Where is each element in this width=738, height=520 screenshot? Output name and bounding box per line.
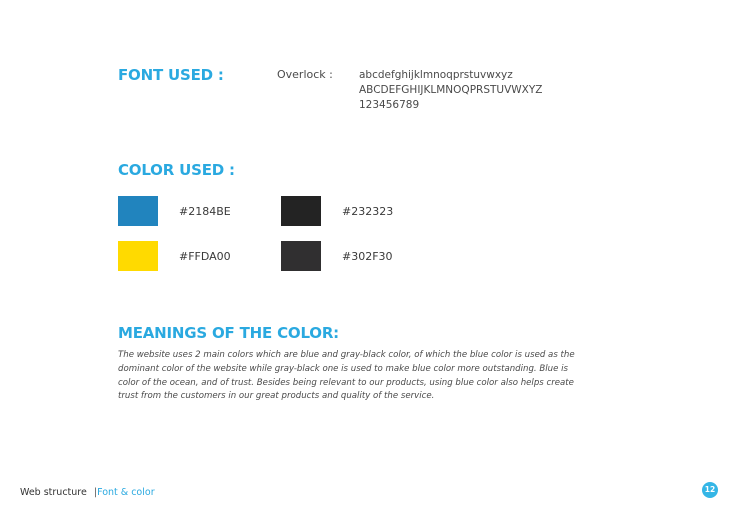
font-sample xyxy=(359,68,542,113)
color-hex-dark-gray: #302F30 xyxy=(342,250,393,263)
color-meaning-paragraph: The website uses 2 main colors which are blue and gray-black color, of which the blue color is used as the dominant color of the website while gray-black one is used to make blue color more outstanding. Blue is color of the ocean, and of trust. Besides being relevant to our products, using blue color also helps create trust from the customers in our great products and quality of the service. xyxy=(118,350,575,402)
footer-separator: | xyxy=(93,487,98,498)
font-name-label: Overlock : xyxy=(277,68,333,81)
color-used-heading: COLOR USED : xyxy=(118,161,235,179)
color-hex-yellow: #FFDA00 xyxy=(179,250,231,263)
color-swatch-blue xyxy=(118,196,158,226)
font-sample-uppercase: ABCDEFGHIJKLMNOQPRSTUVWXYZ xyxy=(359,84,543,96)
footer-section-label: Web structure xyxy=(20,487,87,498)
color-hex-black: #232323 xyxy=(342,205,394,218)
footer-breadcrumb xyxy=(20,487,155,498)
color-swatch-yellow xyxy=(118,241,158,271)
color-swatch-dark-gray xyxy=(281,241,321,271)
color-swatch-black xyxy=(281,196,321,226)
font-sample-digits: 123456789 xyxy=(359,99,420,111)
color-meaning-heading: MEANINGS OF THE COLOR: xyxy=(118,324,339,342)
footer-topic-label: Font & color xyxy=(97,487,155,498)
font-sample-lowercase: abcdefghijklmnoqprstuvwxyz xyxy=(359,69,513,81)
page-number-badge: 12 xyxy=(702,482,718,498)
color-hex-blue: #2184BE xyxy=(179,205,231,218)
font-used-heading: FONT USED : xyxy=(118,66,224,84)
